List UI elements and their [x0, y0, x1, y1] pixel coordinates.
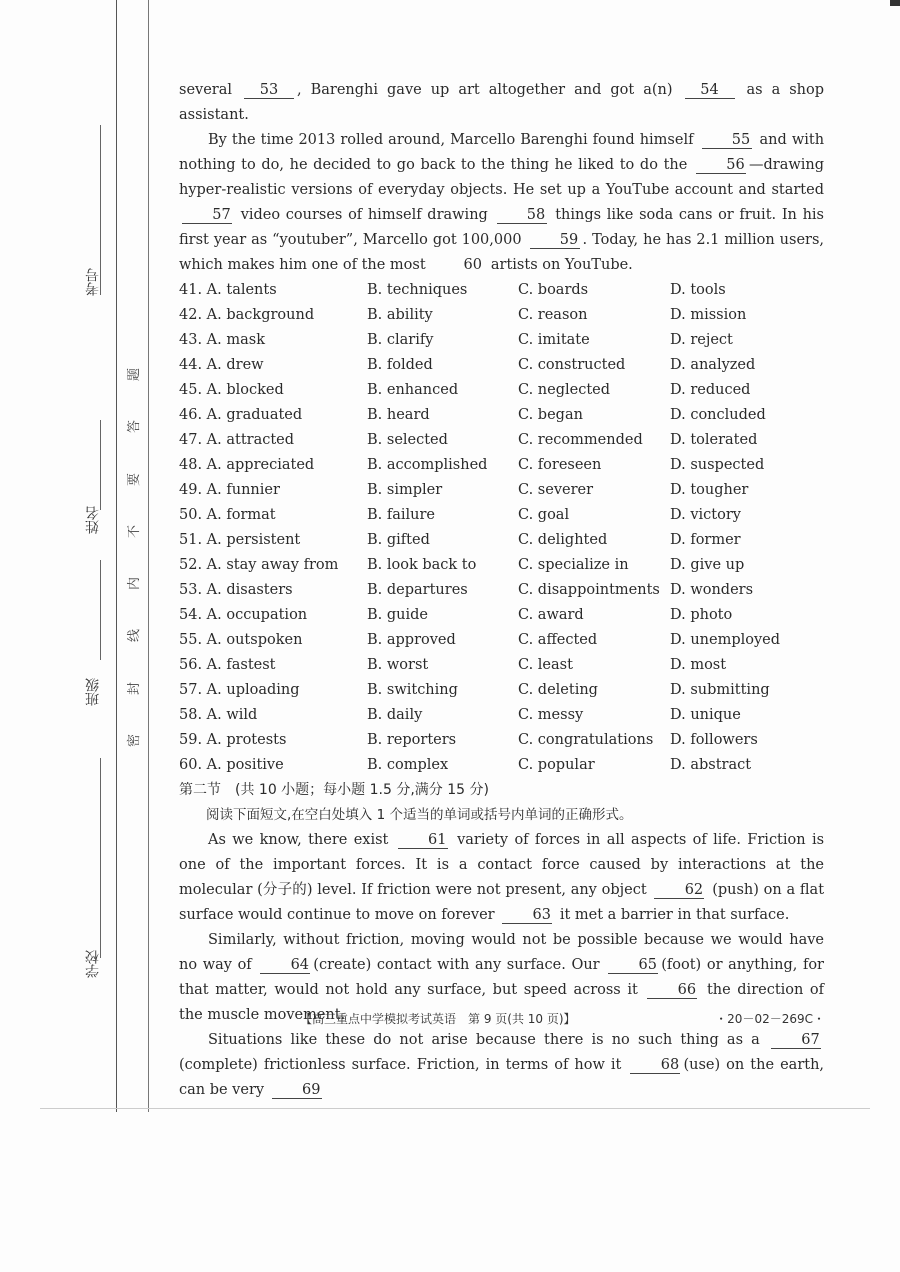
question-row — [179, 453, 824, 478]
passage-text: things like soda cans or fruit. In his first year as “youtuber”, Marcello got 100,000 — [179, 207, 824, 248]
option-text: A. funnier — [206, 482, 280, 498]
option-text: A. mask — [206, 332, 265, 348]
option-text: A. wild — [206, 707, 258, 723]
option-text: 56. — [179, 657, 203, 673]
question-row — [179, 378, 824, 403]
question-row — [179, 653, 824, 678]
option-text: A. occupation — [206, 607, 308, 623]
option-text: A. protests — [206, 732, 287, 748]
option-text: B. switching — [367, 682, 458, 698]
option-text: A. format — [206, 507, 276, 523]
option-text: C. imitate — [518, 332, 590, 348]
option-text: 49. — [179, 482, 203, 498]
option-text: A. fastest — [206, 657, 276, 673]
option-text: A. drew — [206, 357, 264, 373]
blank-65: 65 — [608, 957, 658, 974]
option-text: B. techniques — [367, 282, 468, 298]
option-text: D. give up — [670, 557, 745, 573]
blank-54: 54 — [685, 82, 735, 99]
passage-text: , Barenghi gave up art altogether and got a(n) — [297, 82, 673, 98]
option-text: 58. — [179, 707, 203, 723]
option-text: A. stay away from — [206, 557, 339, 573]
passage-text: (use) on the earth, can be very — [179, 1057, 825, 1098]
option-text — [179, 503, 367, 528]
option-text: C. severer — [518, 482, 594, 498]
option-text: B. worst — [367, 657, 429, 673]
option-text: C. recommended — [518, 432, 643, 448]
option-text: A. graduated — [206, 407, 303, 423]
options-list — [179, 278, 824, 778]
option-text — [179, 728, 367, 753]
question-row — [179, 728, 824, 753]
name-underline-top — [100, 420, 101, 510]
option-text: C. specialize in — [518, 557, 629, 573]
option-text: B. gifted — [367, 532, 430, 548]
option-text — [179, 703, 367, 728]
option-text: D. photo — [670, 607, 733, 623]
question-row — [179, 353, 824, 378]
passage-text: . Today, he has 2.1 million users, which makes him one of the most — [179, 232, 825, 273]
question-row — [179, 753, 824, 778]
blank-60: 60 — [463, 257, 482, 273]
option-text: B. enhanced — [367, 382, 459, 398]
option-text — [179, 328, 367, 353]
option-text: B. simpler — [367, 482, 443, 498]
question-row — [179, 553, 824, 578]
option-text — [179, 303, 367, 328]
footer-code: ・20－02－269C・ — [715, 1012, 825, 1026]
option-text: D. unemployed — [670, 632, 781, 648]
option-text: A. disasters — [206, 582, 293, 598]
blank-64: 64 — [260, 957, 310, 974]
option-text — [179, 653, 367, 678]
option-text: 41. — [179, 282, 203, 298]
seal-char: 题 — [127, 367, 143, 382]
binding-line-inner — [148, 0, 149, 1112]
passage-text: As we know, there exist — [208, 832, 389, 848]
option-text: 59. — [179, 732, 203, 748]
option-text: 57. — [179, 682, 203, 698]
blank-69: 69 — [272, 1082, 322, 1099]
passage-text: video courses of himself drawing — [240, 207, 488, 223]
name-underline — [100, 560, 101, 660]
option-text: B. ability — [367, 307, 433, 323]
passage-text: Situations like these do not arise because there is no such thing as a — [208, 1032, 760, 1048]
question-row — [179, 503, 824, 528]
option-text: A. outspoken — [206, 632, 303, 648]
passage-text: (push) on a flat surface would continue to move on forever — [179, 882, 825, 923]
option-text: C. began — [518, 407, 583, 423]
option-text — [179, 403, 367, 428]
option-text: 44. — [179, 357, 203, 373]
option-text: D. reject — [670, 332, 733, 348]
option-text: C. foreseen — [518, 457, 602, 473]
seal-char: 线 — [127, 629, 143, 643]
passage-text: (complete) frictionless surface. Friction, in terms of how it — [179, 1057, 622, 1073]
blank-55: 55 — [702, 132, 752, 149]
option-text: B. look back to — [367, 557, 477, 573]
scan-corner-mark — [890, 0, 900, 6]
option-text: 43. — [179, 332, 203, 348]
option-text: D. submitting — [670, 682, 770, 698]
question-row — [179, 678, 824, 703]
option-text: 51. — [179, 532, 203, 548]
seal-char: 封 — [127, 681, 143, 695]
option-text: B. daily — [367, 707, 423, 723]
question-row — [179, 603, 824, 628]
seal-line-notice — [126, 365, 143, 750]
blank-66: 66 — [647, 982, 697, 999]
section2-paragraph3 — [179, 1028, 824, 1103]
option-text: B. failure — [367, 507, 436, 523]
option-text: C. popular — [518, 757, 595, 773]
question-row — [179, 303, 824, 328]
seal-char: 密 — [127, 733, 143, 747]
option-text: C. award — [518, 607, 584, 623]
option-text: A. attracted — [206, 432, 295, 448]
question-row — [179, 278, 824, 303]
option-text: B. clarify — [367, 332, 434, 348]
option-text: 53. — [179, 582, 203, 598]
option-text: C. boards — [518, 282, 589, 298]
option-text: C. least — [518, 657, 573, 673]
option-text: D. unique — [670, 707, 741, 723]
option-text: C. neglected — [518, 382, 611, 398]
school-label: 学校 — [85, 950, 101, 978]
blank-53: 53 — [244, 82, 294, 99]
option-text: B. selected — [367, 432, 448, 448]
option-text — [179, 678, 367, 703]
blank-68: 68 — [630, 1057, 680, 1074]
option-text: A. uploading — [206, 682, 300, 698]
blank-59: 59 — [530, 232, 580, 249]
passage1-paragraph2 — [179, 128, 824, 278]
section2-instruction: 阅读下面短文,在空白处填入 1 个适当的单词或括号内单词的正确形式。 — [206, 807, 633, 823]
option-text: 52. — [179, 557, 203, 573]
page-footer — [300, 1010, 825, 1027]
passage-text: several — [179, 82, 233, 98]
passage-text: variety of forces in all aspects of life. Friction is one of the important forces. It is a contact force caused by interactions at the molecular (分子的) level. If friction were not present, any object — [179, 832, 825, 898]
seal-char: 内 — [127, 577, 143, 591]
option-text: A. appreciated — [206, 457, 315, 473]
option-text — [179, 428, 367, 453]
option-text: D. former — [670, 532, 741, 548]
option-text: C. goal — [518, 507, 570, 523]
option-text: B. reporters — [367, 732, 457, 748]
option-text: 54. — [179, 607, 203, 623]
option-text: B. heard — [367, 407, 430, 423]
option-text: 60. — [179, 757, 203, 773]
blank-63: 63 — [502, 907, 552, 924]
question-row — [179, 428, 824, 453]
option-text: C. delighted — [518, 532, 608, 548]
question-row — [179, 628, 824, 653]
option-text: 48. — [179, 457, 203, 473]
page-bottom-rule — [40, 1108, 870, 1109]
option-text: 47. — [179, 432, 203, 448]
option-text: C. disappointments — [518, 582, 660, 598]
option-text: D. tolerated — [670, 432, 758, 448]
section2-paragraph1 — [179, 828, 824, 928]
option-text: B. guide — [367, 607, 428, 623]
option-text: D. analyzed — [670, 357, 756, 373]
passage-text: Similarly, without friction, moving would not be possible because we would have no way of — [179, 932, 824, 973]
blank-61: 61 — [398, 832, 448, 849]
option-text: C. affected — [518, 632, 598, 648]
option-text — [179, 603, 367, 628]
seal-char: 不 — [127, 524, 143, 538]
option-text: D. abstract — [670, 757, 752, 773]
question-row — [179, 403, 824, 428]
option-text: C. constructed — [518, 357, 626, 373]
option-text: C. congratulations — [518, 732, 654, 748]
option-text — [179, 578, 367, 603]
option-text: C. reason — [518, 307, 588, 323]
passage-text: By the time 2013 rolled around, Marcello Barenghi found himself — [208, 132, 694, 148]
blank-67: 67 — [771, 1032, 821, 1049]
option-text — [179, 528, 367, 553]
option-text: D. most — [670, 657, 727, 673]
passage1-line1 — [179, 78, 824, 128]
option-text — [179, 353, 367, 378]
passage-text: (foot) or anything, for that matter, would not hold any surface, but speed across it — [179, 957, 824, 998]
seal-char: 要 — [127, 472, 143, 486]
option-text: 55. — [179, 632, 203, 648]
option-text: B. folded — [367, 357, 433, 373]
option-text: D. wonders — [670, 582, 754, 598]
option-text: B. accomplished — [367, 457, 488, 473]
option-text: D. tools — [670, 282, 726, 298]
option-text: D. mission — [670, 307, 747, 323]
option-text — [179, 478, 367, 503]
question-row — [179, 528, 824, 553]
option-text: A. persistent — [206, 532, 301, 548]
option-text: C. deleting — [518, 682, 598, 698]
option-text: B. approved — [367, 632, 456, 648]
name-label: 姓名 — [85, 506, 101, 534]
blank-62: 62 — [654, 882, 704, 899]
option-text — [179, 553, 367, 578]
option-text — [179, 628, 367, 653]
class-label: 班级 — [85, 678, 101, 706]
option-text — [179, 278, 367, 303]
option-text: A. talents — [206, 282, 277, 298]
option-text: B. departures — [367, 582, 468, 598]
question-row — [179, 328, 824, 353]
option-text: D. victory — [670, 507, 741, 523]
class-underline — [100, 758, 101, 958]
option-text — [179, 378, 367, 403]
section2-heading: 第二节 (共 10 小题；每小题 1.5 分,满分 15 分) — [179, 782, 489, 798]
option-text: 46. — [179, 407, 203, 423]
option-text — [179, 753, 367, 778]
blank-56: 56 — [696, 157, 746, 174]
option-text: A. blocked — [206, 382, 284, 398]
passage-text: and with nothing to do, he decided to go back to the thing he liked to do the — [179, 132, 825, 173]
option-text: 50. — [179, 507, 203, 523]
passage-text: the direction of the muscle movement. — [179, 982, 825, 1023]
passage-text: —drawing hyper-realistic versions of everyday objects. He set up a YouTube account and started — [179, 157, 825, 198]
option-text: 42. — [179, 307, 203, 323]
option-text: A. positive — [206, 757, 284, 773]
option-text: A. background — [206, 307, 315, 323]
footer-page-info: 【高三重点中学模拟考试英语 第 9 页(共 10 页)】 — [300, 1012, 576, 1026]
blank-58: 58 — [497, 207, 547, 224]
option-text: 45. — [179, 382, 203, 398]
question-row — [179, 578, 824, 603]
question-row — [179, 478, 824, 503]
option-text: D. concluded — [670, 407, 766, 423]
blank-57: 57 — [182, 207, 232, 224]
passage-text: (create) contact with any surface. Our — [313, 957, 600, 973]
passage-text: it met a barrier in that surface. — [559, 907, 790, 923]
passage-text: as a shop assistant. — [179, 82, 825, 123]
option-text: C. messy — [518, 707, 584, 723]
exam-content — [179, 78, 824, 1103]
question-row — [179, 703, 824, 728]
option-text: B. complex — [367, 757, 449, 773]
option-text — [179, 453, 367, 478]
binding-line-outer — [116, 0, 117, 1112]
option-text: D. followers — [670, 732, 758, 748]
seal-char: 答 — [127, 420, 143, 434]
option-text: D. reduced — [670, 382, 751, 398]
exam-no-label: 考号 — [85, 268, 101, 296]
option-text: D. suspected — [670, 457, 765, 473]
option-text: D. tougher — [670, 482, 749, 498]
passage-text: artists on YouTube. — [490, 257, 633, 273]
